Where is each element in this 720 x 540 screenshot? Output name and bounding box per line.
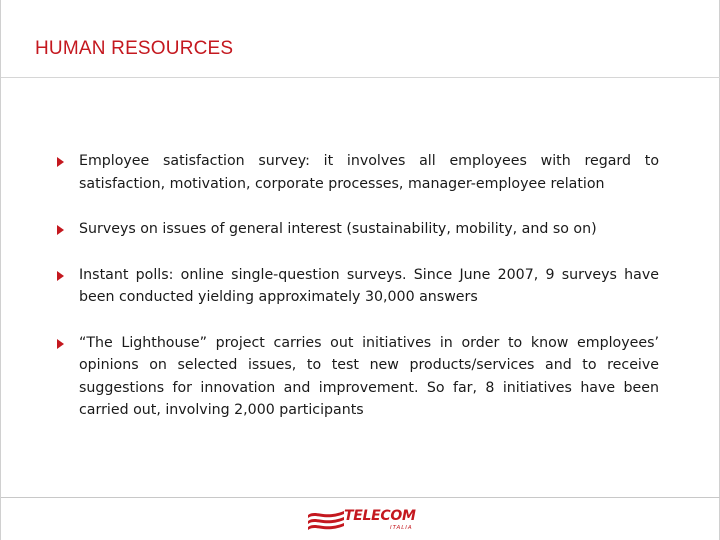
- triangle-right-icon: [57, 339, 64, 349]
- bullet-list: [57, 150, 659, 445]
- telecom-italia-logo: [306, 505, 426, 535]
- logo-wordmark: TELECOM: [344, 508, 416, 524]
- bullet-item: [57, 218, 659, 241]
- triangle-right-icon: [57, 225, 64, 235]
- bullet-text: Surveys on issues of general interest (sustainability, mobility, and so on): [79, 221, 597, 237]
- bullet-text: “The Lighthouse” project carries out initiatives in order to know employees’ opinions on selected issues, to test new products/services and to receive suggestions for innovation and improvement. So far, 8 initiatives have been carried out, involving 2,000 participants: [79, 334, 659, 418]
- bullet-item: [57, 150, 659, 195]
- telecom-wave-icon: [306, 507, 346, 533]
- bullet-item: [57, 264, 659, 309]
- bullet-item: [57, 332, 659, 422]
- bullet-text: Instant polls: online single-question surveys. Since June 2007, 9 surveys have been conducted yielding approximately 30,000 answers: [79, 266, 659, 305]
- footer-divider: [1, 497, 720, 498]
- slide-title: HUMAN RESOURCES: [35, 38, 234, 59]
- bullet-text: Employee satisfaction survey: it involves all employees with regard to satisfaction, motivation, corporate processes, manager-employee relation: [79, 153, 659, 192]
- triangle-right-icon: [57, 157, 64, 167]
- triangle-right-icon: [57, 271, 64, 281]
- logo-subtext: ITALIA: [390, 525, 413, 531]
- title-divider: [1, 77, 720, 78]
